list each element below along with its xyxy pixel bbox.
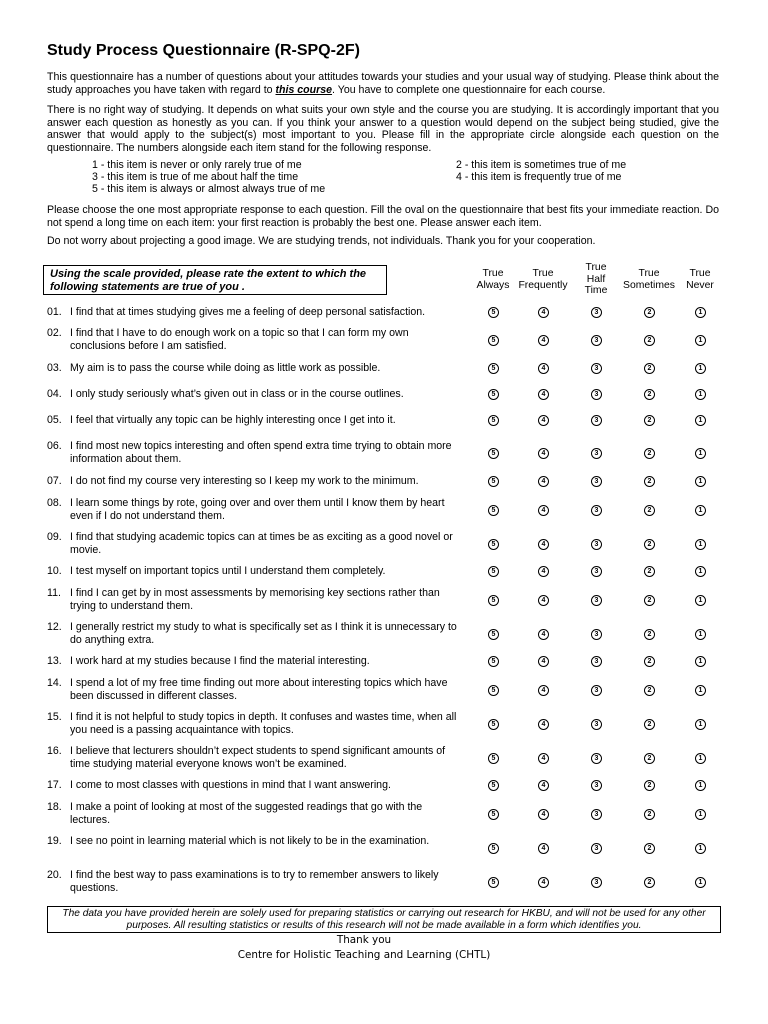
column-header-line: True [638, 268, 660, 279]
response-oval[interactable]: 3 [591, 780, 602, 791]
item-text: I believe that lecturers shouldn’t expect students to spend significant amounts of time studying material everyone knows won’t be examined. [70, 745, 446, 770]
response-oval[interactable]: 4 [538, 335, 549, 346]
response-oval[interactable]: 5 [488, 753, 499, 764]
response-oval[interactable]: 1 [695, 719, 706, 730]
column-header-line: Never [686, 279, 714, 291]
response-oval[interactable]: 3 [591, 505, 602, 516]
response-oval[interactable]: 3 [591, 389, 602, 400]
response-oval[interactable]: 5 [488, 843, 499, 854]
response-oval[interactable]: 5 [488, 719, 499, 730]
item-text: I do not find my course very interesting so I keep my work to the minimum. [70, 475, 419, 487]
response-oval[interactable]: 2 [644, 656, 655, 667]
response-oval[interactable]: 5 [488, 780, 499, 791]
intro-paragraph-2: There is no right way of studying. It depends on what suits your own style and the course you are studying. It is accordingly important that you answer each question as honestly as you can. If you think your answer to a question would depend on the subject being studied, give the answer that would apply to the subject(s) most important to you. Please fill in the appropriate circle alongside each question on the questionnaire. The numbers alongside each item stand for the following response. [47, 104, 719, 154]
item-text: I find the best way to pass examinations is to try to remember answers to likely questions. [70, 869, 439, 894]
response-oval[interactable]: 3 [591, 719, 602, 730]
item-text: I find I can get by in most assessments by memorising key sections rather than trying to understand them. [70, 587, 440, 612]
column-header-line: True [585, 262, 607, 273]
response-oval[interactable]: 3 [591, 566, 602, 577]
item-text: I work hard at my studies because I find the material interesting. [70, 655, 370, 667]
response-oval[interactable]: 2 [644, 566, 655, 577]
response-oval[interactable]: 4 [538, 505, 549, 516]
response-oval[interactable]: 3 [591, 448, 602, 459]
response-oval[interactable]: 3 [591, 415, 602, 426]
response-oval[interactable]: 1 [695, 539, 706, 550]
response-oval[interactable]: 4 [538, 685, 549, 696]
response-oval[interactable]: 2 [644, 335, 655, 346]
column-header-line: Frequently [518, 279, 568, 291]
item-number: 04. [47, 388, 62, 400]
response-oval[interactable]: 2 [644, 448, 655, 459]
response-oval[interactable]: 5 [488, 656, 499, 667]
response-oval[interactable]: 1 [695, 363, 706, 374]
scale-item-2: 2 - this item is sometimes true of me [456, 159, 627, 171]
item-text: I learn some things by rote, going over and over them until I know them by heart even if I do not understand them. [70, 497, 445, 522]
response-oval[interactable]: 1 [695, 629, 706, 640]
item-text: I find it is not helpful to study topics in depth. It confuses and wastes time, when all you need is a passing acquaintance with topics. [70, 711, 457, 736]
item-text: I make a point of looking at most of the suggested readings that go with the lectures. [70, 801, 423, 826]
response-oval[interactable]: 3 [591, 307, 602, 318]
item-text: I find that studying academic topics can at times be as exciting as a good novel or movie. [70, 531, 453, 556]
response-oval[interactable]: 3 [591, 595, 602, 606]
response-oval[interactable]: 2 [644, 877, 655, 888]
response-oval[interactable]: 1 [695, 566, 706, 577]
column-header [665, 268, 735, 291]
response-oval[interactable]: 5 [488, 335, 499, 346]
item-text: I find most new topics interesting and often spend extra time trying to obtain more information about them. [70, 440, 452, 465]
response-oval[interactable]: 4 [538, 595, 549, 606]
response-oval[interactable]: 2 [644, 685, 655, 696]
response-oval[interactable]: 4 [538, 629, 549, 640]
intro-text: This questionnaire has a number of questions about your attitudes towards your studies and your usual way of studying. Please think about the study approaches you have taken with regard to [47, 71, 719, 96]
response-oval[interactable]: 2 [644, 595, 655, 606]
item-number: 06. [47, 440, 62, 452]
item-number: 16. [47, 745, 62, 757]
column-header-line: True [532, 268, 554, 279]
response-oval[interactable]: 4 [538, 566, 549, 577]
response-oval[interactable]: 1 [695, 476, 706, 487]
scale-item-5: 5 - this item is always or almost always true of me [92, 183, 326, 195]
response-oval[interactable]: 4 [538, 476, 549, 487]
response-oval[interactable]: 1 [695, 753, 706, 764]
scale-legend-right [456, 159, 626, 183]
response-oval[interactable]: 5 [488, 448, 499, 459]
item-number: 10. [47, 565, 62, 577]
instructions-paragraph: Please choose the one most appropriate response to each question. Fill the oval on the questionnaire that best fits your immediate reaction. Do not spend a long time on each item: your first reaction is probably the best one. Please answer each item. [47, 204, 719, 229]
scale-item-4: 4 - this item is frequently true of me [456, 171, 622, 183]
response-oval[interactable]: 2 [644, 476, 655, 487]
emphasis-this-course: this course [275, 83, 333, 96]
response-oval[interactable]: 3 [591, 809, 602, 820]
item-number: 13. [47, 655, 62, 667]
response-oval[interactable]: 1 [695, 809, 706, 820]
item-number: 01. [47, 306, 62, 318]
item-number: 18. [47, 801, 62, 813]
page-title: Study Process Questionnaire (R-SPQ-2F) [47, 42, 360, 59]
item-number: 15. [47, 711, 62, 723]
response-oval[interactable]: 2 [644, 780, 655, 791]
item-number: 05. [47, 414, 62, 426]
response-oval[interactable]: 4 [538, 415, 549, 426]
item-number: 14. [47, 677, 62, 689]
response-oval[interactable]: 3 [591, 629, 602, 640]
item-number: 17. [47, 779, 62, 791]
item-number: 19. [47, 835, 62, 847]
item-text: I only study seriously what’s given out in class or in the course outlines. [70, 388, 404, 400]
response-oval[interactable]: 4 [538, 843, 549, 854]
intro-text-end: . You have to complete one questionnaire for each course. [332, 83, 606, 96]
item-number: 03. [47, 362, 62, 374]
response-oval[interactable]: 3 [591, 539, 602, 550]
response-oval[interactable]: 4 [538, 780, 549, 791]
item-text: I test myself on important topics until I understand them completely. [70, 565, 386, 577]
response-oval[interactable]: 5 [488, 877, 499, 888]
item-text: I generally restrict my study to what is specifically set as I think it is unnecessary to do anything extra. [70, 621, 457, 646]
response-oval[interactable]: 1 [695, 505, 706, 516]
response-oval[interactable]: 2 [644, 629, 655, 640]
response-oval[interactable]: 1 [695, 595, 706, 606]
response-oval[interactable]: 3 [591, 335, 602, 346]
column-header-line: Always [476, 279, 510, 291]
response-oval[interactable]: 5 [488, 539, 499, 550]
response-oval[interactable]: 4 [538, 753, 549, 764]
response-oval[interactable]: 2 [644, 843, 655, 854]
response-oval[interactable]: 2 [644, 753, 655, 764]
response-oval[interactable]: 3 [591, 363, 602, 374]
response-oval[interactable]: 4 [538, 809, 549, 820]
thank-you-text: Thank you [336, 934, 392, 946]
response-oval[interactable]: 2 [644, 809, 655, 820]
response-oval[interactable]: 5 [488, 566, 499, 577]
response-oval[interactable]: 1 [695, 877, 706, 888]
item-text: I come to most classes with questions in mind that I want answering. [70, 779, 391, 791]
response-oval[interactable]: 1 [695, 448, 706, 459]
response-oval[interactable]: 1 [695, 780, 706, 791]
item-number: 02. [47, 327, 62, 339]
response-oval[interactable]: 5 [488, 389, 499, 400]
column-header-line: True [689, 268, 711, 279]
item-text: I see no point in learning material which is not likely to be in the examination. [70, 835, 430, 847]
item-number: 12. [47, 621, 62, 633]
item-number: 11. [47, 587, 61, 599]
item-text: I find that I have to do enough work on a topic so that I can form my own conclusions before I am satisfied. [70, 327, 409, 352]
response-oval[interactable]: 2 [644, 719, 655, 730]
column-header-line: Sometimes [623, 279, 675, 291]
response-oval[interactable]: 1 [695, 685, 706, 696]
instruction-box: Using the scale provided, please rate the extent to which the following statements are true of you . [43, 265, 387, 295]
scale-item-1: 1 - this item is never or only rarely true of me [92, 159, 302, 171]
response-oval[interactable]: 1 [695, 843, 706, 854]
response-oval[interactable]: 1 [695, 307, 706, 318]
response-oval[interactable]: 1 [695, 389, 706, 400]
response-oval[interactable]: 3 [591, 753, 602, 764]
response-oval[interactable]: 2 [644, 363, 655, 374]
response-oval[interactable]: 2 [644, 505, 655, 516]
response-oval[interactable]: 5 [488, 685, 499, 696]
response-oval[interactable]: 3 [591, 685, 602, 696]
item-number: 08. [47, 497, 62, 509]
response-oval[interactable]: 1 [695, 335, 706, 346]
response-oval[interactable]: 3 [591, 877, 602, 888]
column-header-line: Half [586, 273, 606, 285]
response-oval[interactable]: 4 [538, 656, 549, 667]
response-oval[interactable]: 5 [488, 809, 499, 820]
response-oval[interactable]: 5 [488, 415, 499, 426]
response-oval[interactable]: 2 [644, 415, 655, 426]
response-oval[interactable]: 3 [591, 843, 602, 854]
response-oval[interactable]: 5 [488, 363, 499, 374]
item-number: 09. [47, 531, 62, 543]
response-oval[interactable]: 1 [695, 656, 706, 667]
item-text: I spend a lot of my free time finding out more about interesting topics which have been discussed in different classes. [70, 677, 448, 702]
privacy-notice: The data you have provided herein are solely used for preparing statistics or carrying out research for HKBU, and will not be used for any other purposes. All resulting statistics or results of this research will not be made available in a form which identifies you. [47, 906, 721, 933]
cooperation-paragraph: Do not worry about projecting a good image. We are studying trends, not individuals. Thank you for your cooperation. [47, 235, 596, 247]
response-oval[interactable]: 3 [591, 476, 602, 487]
item-text: I find that at times studying gives me a feeling of deep personal satisfaction. [70, 306, 426, 318]
response-oval[interactable]: 2 [644, 307, 655, 318]
scale-legend-left [92, 159, 325, 195]
centre-name: Centre for Holistic Teaching and Learning (CHTL) [237, 949, 491, 961]
item-number: 07. [47, 475, 62, 487]
response-oval[interactable]: 4 [538, 877, 549, 888]
response-oval[interactable]: 4 [538, 448, 549, 459]
response-oval[interactable]: 4 [538, 719, 549, 730]
response-oval[interactable]: 4 [538, 307, 549, 318]
response-oval[interactable]: 5 [488, 307, 499, 318]
item-text: I feel that virtually any topic can be highly interesting once I get into it. [70, 414, 396, 426]
response-oval[interactable]: 5 [488, 476, 499, 487]
response-oval[interactable]: 4 [538, 539, 549, 550]
column-header-line: Time [584, 285, 608, 297]
response-oval[interactable]: 1 [695, 415, 706, 426]
response-oval[interactable]: 4 [538, 389, 549, 400]
response-oval[interactable]: 2 [644, 389, 655, 400]
column-header-line: True [482, 268, 504, 279]
item-number: 20. [47, 869, 62, 881]
response-oval[interactable]: 2 [644, 539, 655, 550]
response-oval[interactable]: 5 [488, 595, 499, 606]
intro-paragraph-1 [47, 71, 719, 96]
response-oval[interactable]: 3 [591, 656, 602, 667]
response-oval[interactable]: 5 [488, 629, 499, 640]
response-oval[interactable]: 5 [488, 505, 499, 516]
response-oval[interactable]: 4 [538, 363, 549, 374]
scale-item-3: 3 - this item is true of me about half the time [92, 171, 299, 183]
item-text: My aim is to pass the course while doing as little work as possible. [70, 362, 381, 374]
